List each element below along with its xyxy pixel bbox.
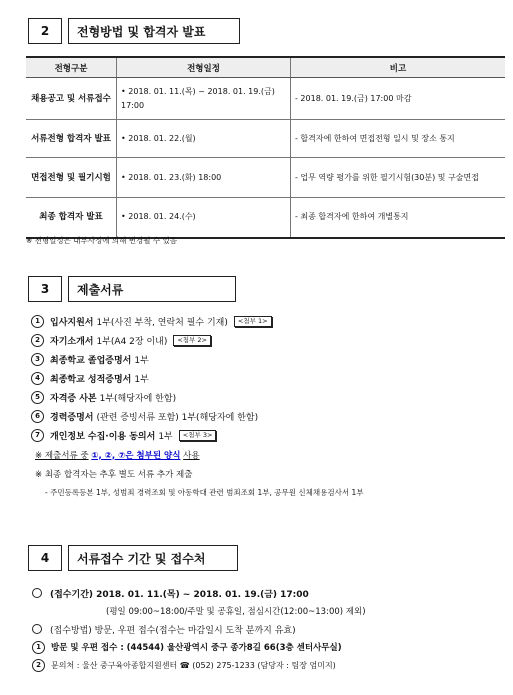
item-number: 2 <box>32 659 45 672</box>
section-title: 서류접수 기간 및 접수처 <box>68 545 238 571</box>
section-number: 4 <box>28 545 62 571</box>
doc-detail: 1부 <box>134 375 149 385</box>
period-text: (접수기간) 2018. 01. 11.(목) ~ 2018. 01. 19.(금) 17:00 <box>50 589 309 600</box>
final-note: ※ 최종 합격자는 추후 별도 서류 추가 제출 <box>35 469 193 480</box>
section-3-header <box>28 276 236 302</box>
stage-cell: 채용공고 및 서류접수 <box>26 78 117 120</box>
doc-detail: (관련 증빙서류 포함) 1부(해당자에 한함) <box>96 413 259 423</box>
schedule-cell: • 2018. 01. 22.(월) <box>117 120 291 158</box>
schedule-note: ※ 전형일정은 내부사정에 의해 변경될 수 있음 <box>26 236 177 245</box>
remark-cell: - 2018. 01. 19.(금) 17:00 마감 <box>291 78 506 120</box>
section-number: 3 <box>28 276 62 302</box>
section-4-header <box>28 545 238 571</box>
doc-name: 최종학교 성적증명서 <box>50 375 132 385</box>
attachment-tag: <첨부 1> <box>234 316 272 327</box>
ref-items: ①, ②, ⑦은 첨부된 양식 <box>91 450 181 461</box>
col-header: 비고 <box>291 57 506 78</box>
period-row <box>32 584 366 602</box>
bullet-icon <box>32 588 42 598</box>
schedule-cell: • 2018. 01. 23.(화) 18:00 <box>117 158 291 198</box>
doc-detail: 1부(사진 부착, 연락처 필수 기재) <box>96 318 228 328</box>
item-number: 1 <box>32 641 45 654</box>
period-sub: (평일 09:00~18:00/주말 및 공휴일, 점심시간(12:00~13:00) 제외) <box>106 607 366 617</box>
list-item <box>31 369 363 388</box>
doc-name: 경력증명서 <box>50 413 94 423</box>
doc-detail: 1부(해당자에 한함) <box>99 394 177 404</box>
contact-text: 문의처 : 울산 중구육아종합지원센터 ☎ (052) 275-1233 (담당자 : 팀장 엄미지) <box>51 660 336 670</box>
method-row <box>32 620 366 638</box>
list-item <box>31 407 363 426</box>
doc-name: 개인정보 수집·이용 동의서 <box>50 432 156 442</box>
item-number: 1 <box>31 315 44 328</box>
ref-prefix: ※ 제출서류 중 <box>35 450 89 461</box>
table-row <box>26 120 505 158</box>
remark-cell: - 최종 합격자에 한하여 개별통지 <box>291 198 506 238</box>
item-number: 3 <box>31 353 44 366</box>
bullet-icon <box>32 624 42 634</box>
list-item <box>31 426 363 445</box>
section-title: 전형방법 및 합격자 발표 <box>68 18 240 44</box>
visit-row <box>32 638 366 656</box>
submission-info <box>32 584 366 674</box>
schedule-table <box>26 56 505 239</box>
doc-detail: 1부 <box>158 432 173 442</box>
col-header: 전형일정 <box>117 57 291 78</box>
list-item <box>31 331 363 350</box>
table-row <box>26 78 505 120</box>
attachment-tag: <첨부 3> <box>179 430 217 441</box>
stage-cell: 최종 합격자 발표 <box>26 198 117 238</box>
table-row <box>26 158 505 198</box>
sub-note: - 주민등록등본 1부, 성범죄 경력조회 및 아동학대 관련 범죄조회 1부, 공무원 신체채용검사서 1부 <box>45 487 364 497</box>
doc-detail: 1부 <box>134 356 149 366</box>
doc-detail: 1부(A4 2장 이내) <box>96 337 168 347</box>
remark-cell: - 업무 역량 평가를 위한 필기시험(30분) 및 구술면접 <box>291 158 506 198</box>
item-number: 4 <box>31 372 44 385</box>
item-number: 7 <box>31 429 44 442</box>
doc-name: 자격증 사본 <box>50 394 97 404</box>
list-item <box>31 388 363 407</box>
section-2-header <box>28 18 240 44</box>
list-item <box>31 350 363 369</box>
doc-name: 최종학교 졸업증명서 <box>50 356 132 366</box>
doc-name: 자기소개서 <box>50 337 94 347</box>
section-number: 2 <box>28 18 62 44</box>
item-number: 5 <box>31 391 44 404</box>
col-header: 전형구분 <box>26 57 117 78</box>
document-list <box>31 312 363 501</box>
remark-cell: - 합격자에 한하여 면접전형 일시 및 장소 통지 <box>291 120 506 158</box>
table-row <box>26 198 505 238</box>
item-number: 2 <box>31 334 44 347</box>
ref-suffix: 사용 <box>183 450 200 461</box>
form-reference-note <box>31 445 363 464</box>
stage-cell: 서류전형 합격자 발표 <box>26 120 117 158</box>
attachment-tag: <첨부 2> <box>173 335 211 346</box>
visit-text: 방문 및 우편 접수 : (44544) 울산광역시 중구 종가8길 66(3층 센터사무실) <box>51 643 342 653</box>
doc-name: 입사지원서 <box>50 318 94 328</box>
schedule-cell: • 2018. 01. 11.(목) ~ 2018. 01. 19.(금) 17:00 <box>117 78 291 120</box>
stage-cell: 면접전형 및 필기시험 <box>26 158 117 198</box>
section-title: 제출서류 <box>68 276 236 302</box>
contact-row <box>32 656 366 674</box>
item-number: 6 <box>31 410 44 423</box>
method-text: (접수방법) 방문, 우편 접수(접수는 마감일시 도착 분까지 유효) <box>50 625 296 636</box>
schedule-cell: • 2018. 01. 24.(수) <box>117 198 291 238</box>
list-item <box>31 312 363 331</box>
